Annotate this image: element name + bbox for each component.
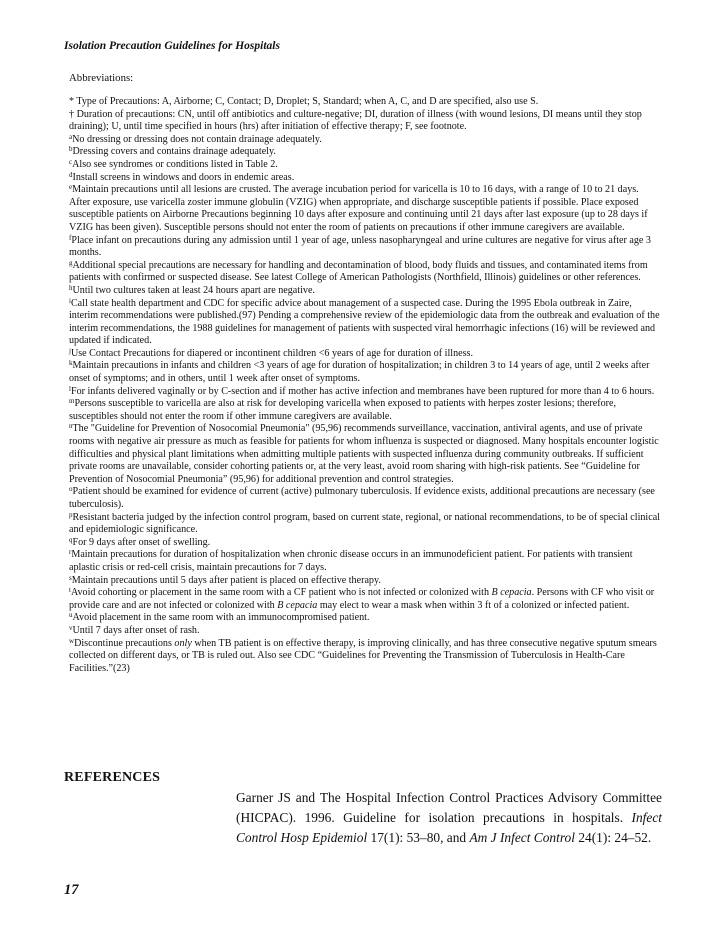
text-run: Discontinue precautions	[74, 637, 175, 649]
text-run: 24(1): 24–52.	[574, 830, 652, 845]
text-run: Install screens in windows and doors in endemic areas.	[72, 171, 295, 183]
footnote	[69, 575, 661, 588]
footnote-marker: c	[69, 157, 73, 166]
text-run: Persons susceptible to varicella are also at risk for developing varicella when exposed to patients with herpes zoster lesions; therefore, susceptibles should not enter the room if other immune caregivers are available.	[69, 398, 616, 422]
footnote	[69, 587, 661, 612]
text-run: Use Contact Precautions for diapered or incontinent children <6 years of age for duration of illness.	[70, 347, 473, 359]
text-run: Dressing covers and contains drainage adequately.	[72, 146, 276, 158]
footnote	[69, 360, 661, 385]
text-run: Patient should be examined for evidence of current (active) pulmonary tuberculosis. If evidence exists, additional precautions are necessary (see tuberculosis).	[69, 486, 655, 510]
footnote	[69, 285, 661, 298]
reference-entry	[236, 788, 662, 848]
footnote	[69, 549, 661, 574]
text-run: † Duration of precautions: CN, until off antibiotics and culture-negative; DI, duration of illness (with wound lesions, DI means until they stop draining); U, until time specified in hours (hrs) after initiation of effective therapy; F, see footnote.	[69, 108, 642, 133]
text-run: Until two cultures taken at least 24 hours apart are negative.	[72, 284, 315, 296]
footnote	[69, 348, 661, 361]
text-run: may elect to wear a mask when within 3 ft of a colonized or infected patient.	[317, 599, 630, 611]
running-header: Isolation Precaution Guidelines for Hospitals	[64, 40, 280, 52]
footnote	[69, 638, 661, 676]
footnote-marker: e	[69, 183, 73, 192]
footnote-marker: t	[69, 586, 71, 595]
footnote	[69, 423, 661, 486]
text-run: 17(1): 53–80, and	[367, 830, 470, 845]
text-run: when TB patient is on effective therapy, is improving clinically, and has three consecutive negative sputum smears collected on different days, or TB is ruled out. Also see CDC “Guidelines for Preventing the Transmission of Tuberculosis in Health-Care Facilities.”(23)	[69, 637, 657, 674]
footnote-marker: k	[69, 359, 73, 368]
footnote-marker: b	[69, 145, 73, 154]
footnote-marker: r	[69, 548, 72, 557]
italic-text: Am J Infect Control	[469, 830, 575, 845]
footnote-marker: g	[69, 258, 73, 267]
text-run: Avoid placement in the same room with an immunocompromised patient.	[72, 612, 370, 624]
footnote-marker: p	[69, 510, 73, 519]
text-run: Additional special precautions are necessary for handling and decontamination of blood, body fluids and tissues, and contaminated items from patients with confirmed or suspected disease. See latest College of American Pathologists (Northfield, Illinois) guidelines or other references.	[69, 259, 648, 284]
footnote	[69, 398, 661, 423]
text-run: Maintain precautions until all lesions are crusted. The average incubation period for varicella is 10 to 16 days, with a range of 10 to 21 days. After exposure, use varicella zoster immune globulin (VZIG) when appropriate, and discharge susceptible patients if possible. Place exposed susceptible patients on Airborne Precautions beginning 10 days after exposure and continuing until 21 days after last exposure (up to 28 days if VZIG has been given). Susceptible persons should not enter the room of patients on precautions if other immune caregivers are available.	[69, 184, 648, 233]
footnote	[69, 260, 661, 285]
text-run: For 9 days after onset of swelling.	[72, 536, 211, 548]
footnote	[69, 298, 661, 348]
italic-text: only	[174, 637, 192, 649]
footnote-marker: l	[69, 384, 71, 393]
footnote	[69, 96, 661, 109]
footnote	[69, 159, 661, 172]
footnote	[69, 537, 661, 550]
footnote-marker: w	[69, 636, 75, 645]
page-number: 17	[64, 882, 79, 898]
text-run: . Persons with CF who visit or provide care and are not infected or colonized with	[69, 587, 655, 611]
footnote-marker: n	[69, 422, 73, 431]
text-run: No dressing or dressing does not contain drainage adequately.	[72, 133, 322, 145]
footnote	[69, 146, 661, 159]
text-run: Maintain precautions for duration of hospitalization when chronic disease occurs in an immunodeficient patient. For patients with transient aplastic crisis or red-cell crisis, maintain precautions for 7 days.	[69, 549, 633, 573]
text-run: Resistant bacteria judged by the infection control program, based on current state, regional, or national recommendations, to be of special clinical and epidemiologic significance.	[69, 511, 660, 536]
footnote-marker: s	[69, 573, 72, 582]
text-run: For infants delivered vaginally or by C-section and if mother has active infection and membranes have been ruptured for more than 4 to 6 hours.	[70, 385, 655, 397]
footnote	[69, 172, 661, 185]
footnote-marker: d	[69, 170, 73, 179]
footnote-marker: i	[69, 296, 71, 305]
footnote-marker: j	[69, 346, 71, 355]
footnote	[69, 184, 661, 234]
footnote	[69, 612, 661, 625]
footnote-marker: u	[69, 611, 73, 620]
text-run: Also see syndromes or conditions listed in Table 2.	[72, 158, 278, 170]
footnotes-list	[69, 96, 661, 675]
footnote-marker: v	[69, 623, 73, 632]
text-run: Place infant on precautions during any admission until 1 year of age, unless nasopharyngeal and urine cultures are negative for virus after age 3 months.	[69, 234, 651, 259]
abbreviations-title: Abbreviations:	[69, 72, 134, 84]
footnote	[69, 235, 661, 260]
footnote	[69, 512, 661, 537]
footnote-marker: h	[69, 283, 73, 292]
footnote	[69, 625, 661, 638]
footnote-marker: q	[69, 535, 73, 544]
text-run: Maintain precautions in infants and children <3 years of age for duration of hospitalization; in children 3 to 14 years of age, until 2 weeks after onset of symptoms; and in others, until 1 week after onset of symptoms.	[69, 360, 650, 385]
footnote-marker: m	[69, 397, 75, 406]
text-run: Garner JS and The Hospital Infection Control Practices Advisory Committee (HICPAC). 1996. Guideline for isolation precautions in hospitals.	[236, 790, 662, 825]
footnote-marker: a	[69, 132, 73, 141]
italic-text: B cepacia	[491, 587, 532, 599]
footnote	[69, 134, 661, 147]
footnote-marker: o	[69, 485, 73, 494]
text-run: Maintain precautions until 5 days after patient is placed on effective therapy.	[71, 574, 381, 586]
footnote	[69, 486, 661, 511]
text-run: Avoid cohorting or placement in the same room with a CF patient who is not infected or colonized with	[70, 587, 492, 599]
italic-text: B cepacia	[277, 599, 318, 611]
text-run: Until 7 days after onset of rash.	[72, 624, 200, 636]
text-run: The "Guideline for Prevention of Nosocomial Pneumonia" (95,96) recommends surveillance, vaccination, antiviral agents, and use of private rooms with negative air pressure as much as feasible for patients for whom influenza is suspected or diagnosed. Many hospitals encounter logistic difficulties and physical plant limitations when admitting multiple patients with suspected influenza during community outbreaks. If sufficient private rooms are unavailable, consider cohorting patients or, at the very least, avoid room sharing with high-risk patients. See “Guideline for Prevention of Nosocomial Pneumonia” (95,96) for additional prevention and control strategies.	[69, 423, 659, 485]
text-run: Call state health department and CDC for specific advice about management of a suspected case. During the 1995 Ebola outbreak in Zaire, interim recommendations were published.(97) Pending a comprehensive review of the epidemiologic data from the outbreak and evaluation of the interim recommendations, the 1988 guidelines for management of patients with suspected viral hemorrhagic infections (16) will be reviewed and updated if indicated.	[69, 297, 660, 347]
italic-text: Infect Control Hosp Epidemiol	[236, 810, 662, 845]
text-run: * Type of Precautions: A, Airborne; C, Contact; D, Droplet; S, Standard; when A, C, and D are specified, also use S.	[69, 96, 539, 107]
references-heading: REFERENCES	[64, 770, 161, 785]
footnote	[69, 109, 661, 134]
footnote-marker: f	[69, 233, 72, 242]
footnote	[69, 386, 661, 399]
